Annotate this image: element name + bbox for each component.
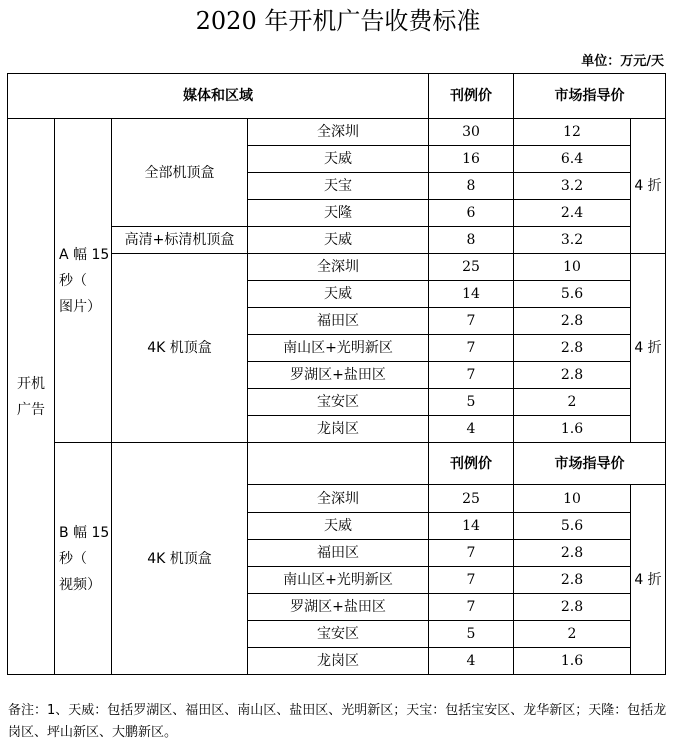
page-title: 2020 年开机广告收费标准 [195, 7, 481, 35]
market-price-cell: 2.4 [514, 200, 631, 227]
market-price-cell: 12 [514, 119, 631, 146]
region-cell: 福田区 [248, 308, 429, 335]
unit-label: 单位：万元/天 [581, 54, 664, 69]
region-cell: 天威 [248, 281, 429, 308]
list-price-cell: 7 [429, 540, 514, 567]
list-price-cell: 7 [429, 362, 514, 389]
header-list-price: 刊例价 [429, 74, 514, 119]
region-cell: 罗湖区+盐田区 [248, 594, 429, 621]
region-cell: 全深圳 [248, 485, 429, 513]
footnote: 备注：1、天威：包括罗湖区、福田区、南山区、盐田区、光明新区；天宝：包括宝安区、龙华新区；天隆：包括龙岗区、坪山新区、大鹏新区。 [8, 703, 667, 740]
market-price-cell: 2.8 [514, 567, 631, 594]
header-market-price: 市场指导价 [514, 74, 666, 119]
market-price-cell: 1.6 [514, 416, 631, 443]
discount-cell: 4 折 [631, 119, 666, 254]
market-price-cell: 2.8 [514, 540, 631, 567]
market-price-cell: 1.6 [514, 648, 631, 675]
media-4k-boxes-b: 4K 机顶盒 [112, 443, 248, 675]
region-cell: 宝安区 [248, 621, 429, 648]
list-price-cell: 16 [429, 146, 514, 173]
market-price-cell: 5.6 [514, 281, 631, 308]
list-price-cell: 5 [429, 621, 514, 648]
market-price-cell: 2.8 [514, 594, 631, 621]
market-price-cell: 2 [514, 621, 631, 648]
region-cell: 天威 [248, 146, 429, 173]
list-price-cell: 6 [429, 200, 514, 227]
region-cell: 天威 [248, 513, 429, 540]
list-price-cell: 7 [429, 567, 514, 594]
media-4k-boxes: 4K 机顶盒 [112, 254, 248, 443]
market-price-cell: 3.2 [514, 173, 631, 200]
market-price-cell: 2.8 [514, 335, 631, 362]
region-cell: 龙岗区 [248, 416, 429, 443]
region-cell: 天隆 [248, 200, 429, 227]
market-price-cell: 2 [514, 389, 631, 416]
list-price-cell: 25 [429, 254, 514, 281]
market-price-cell: 6.4 [514, 146, 631, 173]
region-cell: 宝安区 [248, 389, 429, 416]
region-cell: 福田区 [248, 540, 429, 567]
region-cell: 南山区+光明新区 [248, 567, 429, 594]
list-price-cell: 7 [429, 335, 514, 362]
market-price-cell: 3.2 [514, 227, 631, 254]
region-cell: 全深圳 [248, 119, 429, 146]
region-cell: 全深圳 [248, 254, 429, 281]
list-price-cell: 30 [429, 119, 514, 146]
discount-cell: 4 折 [631, 254, 666, 443]
list-price-cell: 14 [429, 281, 514, 308]
market-price-cell: 10 [514, 254, 631, 281]
list-price-cell: 4 [429, 416, 514, 443]
list-price-cell: 25 [429, 485, 514, 513]
header-media-region: 媒体和区域 [8, 74, 429, 119]
header-market-price-b: 市场指导价 [514, 443, 666, 485]
region-cell: 南山区+光明新区 [248, 335, 429, 362]
market-price-cell: 2.8 [514, 308, 631, 335]
list-price-cell: 8 [429, 173, 514, 200]
list-price-cell: 7 [429, 308, 514, 335]
media-all-boxes: 全部机顶盒 [112, 119, 248, 227]
list-price-cell: 14 [429, 513, 514, 540]
empty-cell [248, 443, 429, 485]
list-price-cell: 8 [429, 227, 514, 254]
region-cell: 龙岗区 [248, 648, 429, 675]
media-hd-sd-boxes: 高清+标清机顶盒 [112, 227, 248, 254]
category-cell: 开机 广告 [8, 119, 55, 675]
section-a-label: A 幅 15 秒（ 图片） [55, 119, 112, 443]
region-cell: 罗湖区+盐田区 [248, 362, 429, 389]
list-price-cell: 4 [429, 648, 514, 675]
list-price-cell: 5 [429, 389, 514, 416]
section-b-label: B 幅 15 秒（ 视频） [55, 443, 112, 675]
price-table [7, 73, 666, 675]
region-cell: 天宝 [248, 173, 429, 200]
market-price-cell: 5.6 [514, 513, 631, 540]
market-price-cell: 10 [514, 485, 631, 513]
region-cell: 天威 [248, 227, 429, 254]
discount-cell: 4 折 [631, 485, 666, 675]
market-price-cell: 2.8 [514, 362, 631, 389]
header-list-price-b: 刊例价 [429, 443, 514, 485]
list-price-cell: 7 [429, 594, 514, 621]
